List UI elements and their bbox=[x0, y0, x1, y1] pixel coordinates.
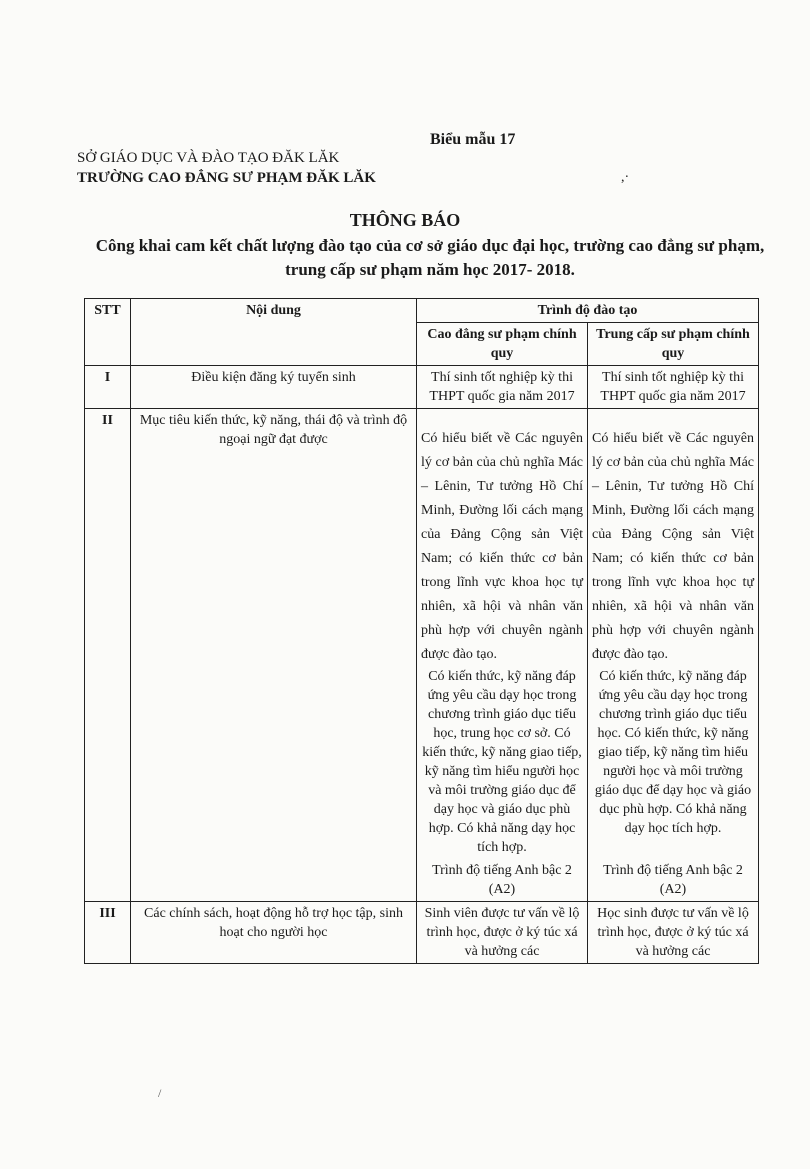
header-intermediate: Trung cấp sư phạm chính quy bbox=[588, 323, 759, 366]
row-content: Các chính sách, hoạt động hỗ trợ học tập, sinh hoạt cho người học bbox=[131, 902, 417, 964]
cell-college: Thí sinh tốt nghiệp kỳ thi THPT quốc gia năm 2017 bbox=[417, 366, 588, 409]
college-goal-knowledge: Có hiểu biết về Các nguyên lý cơ bản của chủ nghĩa Mác – Lênin, Tư tưởng Hồ Chí Minh, Đường lối cách mạng của Đảng Cộng sản Việt Nam; có kiến thức cơ bản trong lĩnh vực khoa học tự nhiên, xã hội và nhân văn phù hợp với chuyên ngành được đào tạo. bbox=[421, 431, 583, 662]
table-row bbox=[85, 902, 759, 964]
cell-college: Sinh viên được tư vấn về lộ trình học, được ở ký túc xá và hưởng các bbox=[417, 902, 588, 964]
school-name: TRƯỜNG CAO ĐẲNG SƯ PHẠM ĐĂK LĂK bbox=[77, 170, 376, 186]
cell-intermediate: Học sinh được tư vấn về lộ trình học, được ở ký túc xá và hưởng các bbox=[588, 902, 759, 964]
intermediate-goal-knowledge: Có hiểu biết về Các nguyên lý cơ bản của chủ nghĩa Mác – Lênin, Tư tưởng Hồ Chí Minh, Đường lối cách mạng của Đảng Cộng sản Việt Nam; có kiến thức cơ bản trong lĩnh vực khoa học tự nhiên, xã hội và nhân văn phù hợp với chuyên ngành được đào tạo. bbox=[592, 431, 754, 662]
row-content: Mục tiêu kiến thức, kỹ năng, thái độ và trình độ ngoại ngữ đạt được bbox=[131, 409, 417, 902]
college-goal-language: Trình độ tiếng Anh bậc 2 (A2) bbox=[432, 863, 572, 897]
row-content: Điều kiện đăng ký tuyển sinh bbox=[131, 366, 417, 409]
row-number: I bbox=[85, 366, 131, 409]
quality-commitment-table bbox=[84, 298, 759, 964]
header-college: Cao đẳng sư phạm chính quy bbox=[417, 323, 588, 366]
header-training-level: Trình độ đào tạo bbox=[417, 299, 759, 323]
table-row bbox=[85, 409, 759, 902]
document-title: THÔNG BÁO bbox=[349, 210, 461, 230]
table-row bbox=[85, 366, 759, 409]
pen-mark-icon: ,· bbox=[621, 170, 630, 185]
intermediate-goal-skills: Có kiến thức, kỹ năng đáp ứng yêu cầu dạy học trong chương trình giáo dục tiểu học. Có kiến thức, kỹ năng giao tiếp, kỹ năng tìm hiểu người học và môi trường giáo dục để dạy học và giáo dục phù hợp. Có khả năng dạy học tích hợp. bbox=[594, 669, 752, 836]
table-header-row bbox=[85, 299, 759, 323]
header-content: Nội dung bbox=[131, 299, 417, 366]
department-name: SỞ GIÁO DỤC VÀ ĐÀO TẠO ĐĂK LĂK bbox=[77, 150, 340, 166]
cell-intermediate: Thí sinh tốt nghiệp kỳ thi THPT quốc gia năm 2017 bbox=[588, 366, 759, 409]
row-number: III bbox=[85, 902, 131, 964]
cell-college bbox=[417, 409, 588, 902]
header-stt: STT bbox=[85, 299, 131, 366]
college-goal-skills: Có kiến thức, kỹ năng đáp ứng yêu cầu dạy học trong chương trình giáo dục tiểu học, trung học cơ sở. Có kiến thức, kỹ năng giao tiếp, kỹ năng tìm hiểu người học và môi trường giáo dục để dạy học và giáo dục phù hợp. Có khả năng dạy học tích hợp. bbox=[422, 669, 582, 855]
cell-intermediate bbox=[588, 409, 759, 902]
intermediate-goal-language: Trình độ tiếng Anh bậc 2 (A2) bbox=[603, 863, 743, 897]
document-subtitle: Công khai cam kết chất lượng đào tạo của cơ sở giáo dục đại học, trường cao đẳng sư phạm, trung cấp sư phạm năm học 2017- 2018. bbox=[95, 236, 765, 279]
stray-mark-icon: / bbox=[158, 1086, 162, 1100]
row-number: II bbox=[85, 409, 131, 902]
form-number: Biểu mẫu 17 bbox=[430, 131, 516, 148]
